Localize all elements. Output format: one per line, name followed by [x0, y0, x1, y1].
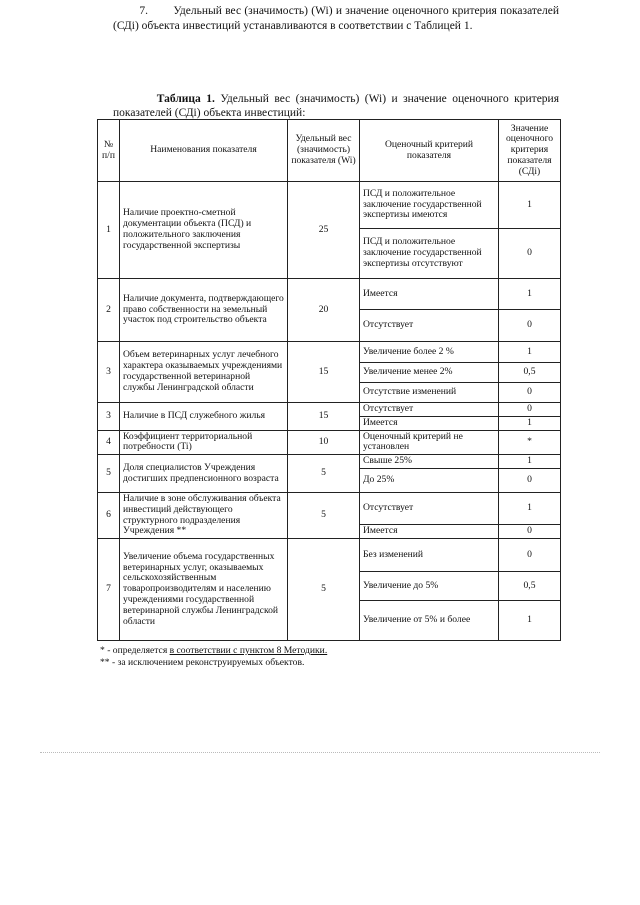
row-num: 4 [98, 430, 120, 455]
row-value: * [499, 430, 561, 455]
row-value: 0 [499, 310, 561, 342]
criteria-table [97, 119, 561, 641]
row-num: 2 [98, 279, 120, 342]
table-caption-text: Удельный вес (значимость) (Wi) и значение оценочного критерия показателей (СДi) объекта инвестиций: [113, 93, 559, 119]
row-weight: 15 [288, 342, 360, 403]
row-value: 0 [499, 229, 561, 279]
table-row [98, 492, 561, 524]
header-weight: Удельный вес (значимость) показателя (Wi) [288, 120, 360, 182]
footnote-1-text: * - определяется [100, 645, 170, 656]
row-name: Наличие в зоне обслуживания объекта инвестиций действующего структурного подразделения Учреждения ** [120, 492, 288, 538]
row-criterion: Имеется [360, 525, 499, 539]
row-criterion: Отсутствие изменений [360, 383, 499, 403]
row-weight: 15 [288, 403, 360, 431]
paragraph-7 [113, 4, 559, 34]
table-row [98, 279, 561, 310]
row-weight: 25 [288, 182, 360, 279]
row-criterion: Увеличение менее 2% [360, 363, 499, 383]
row-name: Коэффициент территориальной потребности (Ti) [120, 430, 288, 455]
row-weight: 5 [288, 492, 360, 538]
footnote-1-link: в соответствии с пунктом 8 Методики. [169, 645, 328, 656]
table-row [98, 342, 561, 363]
row-value: 0 [499, 539, 561, 572]
row-num: 3 [98, 403, 120, 431]
row-criterion: Отсутствует [360, 310, 499, 342]
row-weight: 5 [288, 539, 360, 641]
row-weight: 5 [288, 455, 360, 493]
row-criterion: Увеличение до 5% [360, 572, 499, 601]
table-header-row [98, 120, 561, 182]
header-num: № п/п [98, 120, 120, 182]
row-criterion: ПСД и положительное заключение государственной экспертизы отсутствуют [360, 229, 499, 279]
row-value: 1 [499, 601, 561, 641]
row-weight: 10 [288, 430, 360, 455]
footnote-2: ** - за исключением реконструируемых объектов. [100, 657, 305, 668]
row-criterion: До 25% [360, 468, 499, 492]
row-value: 1 [499, 342, 561, 363]
row-name: Объем ветеринарных услуг лечебного характера оказываемых учреждениями государственной ветеринарной службы Ленинградской области [120, 342, 288, 403]
row-value: 0 [499, 468, 561, 492]
row-value: 1 [499, 416, 561, 430]
row-criterion: Свыше 25% [360, 455, 499, 469]
table-caption-label: Таблица 1. [156, 93, 215, 105]
row-value: 1 [499, 279, 561, 310]
row-name: Наличие в ПСД служебного жилья [120, 403, 288, 431]
scan-divider [40, 752, 600, 754]
table-caption [113, 92, 559, 120]
header-criterion: Оценочный критерий показателя [360, 120, 499, 182]
table-row [98, 430, 561, 455]
row-value: 0,5 [499, 572, 561, 601]
table-row [98, 455, 561, 469]
row-criterion: ПСД и положительное заключение государственной экспертизы имеются [360, 182, 499, 229]
row-value: 0 [499, 525, 561, 539]
row-criterion: Увеличение от 5% и более [360, 601, 499, 641]
row-num: 3 [98, 342, 120, 403]
row-value: 1 [499, 455, 561, 469]
row-value: 0 [499, 403, 561, 417]
row-name: Наличие документа, подтверждающего право собственности на земельный участок под строительство объекта [120, 279, 288, 342]
row-value: 1 [499, 182, 561, 229]
header-value: Значение оценочного критерия показателя (СДi) [499, 120, 561, 182]
header-name: Наименования показателя [120, 120, 288, 182]
row-criterion: Отсутствует [360, 403, 499, 417]
row-name: Увеличение объема государственных ветеринарных услуг, оказываемых сельскохозяйственным товаропроизводителям и населению учреждениями государственной ветеринарной службы Ленинградской области [120, 539, 288, 641]
table-row [98, 539, 561, 572]
row-num: 6 [98, 492, 120, 538]
row-value: 0,5 [499, 363, 561, 383]
paragraph-text: Удельный вес (значимость) (Wi) и значение оценочного критерия показателей (СДi) объекта инвестиций устанавливаются в соответствии с Таблицей 1. [113, 5, 560, 32]
row-criterion: Увеличение более 2 % [360, 342, 499, 363]
row-value: 1 [499, 492, 561, 524]
footnotes [100, 645, 560, 669]
row-weight: 20 [288, 279, 360, 342]
row-criterion: Оценочный критерий не установлен [360, 430, 499, 455]
row-criterion: Без изменений [360, 539, 499, 572]
paragraph-number: 7. [139, 5, 149, 17]
row-name: Наличие проектно-сметной документации объекта (ПСД) и положительного заключения государственной экспертизы [120, 182, 288, 279]
table-row [98, 182, 561, 229]
table-row [98, 403, 561, 417]
row-value: 0 [499, 383, 561, 403]
row-num: 5 [98, 455, 120, 493]
footnote-1 [100, 645, 560, 657]
row-num: 1 [98, 182, 120, 279]
row-criterion: Имеется [360, 416, 499, 430]
row-criterion: Имеется [360, 279, 499, 310]
row-name: Доля специалистов Учреждения достигших предпенсионного возраста [120, 455, 288, 493]
row-num: 7 [98, 539, 120, 641]
row-criterion: Отсутствует [360, 492, 499, 524]
